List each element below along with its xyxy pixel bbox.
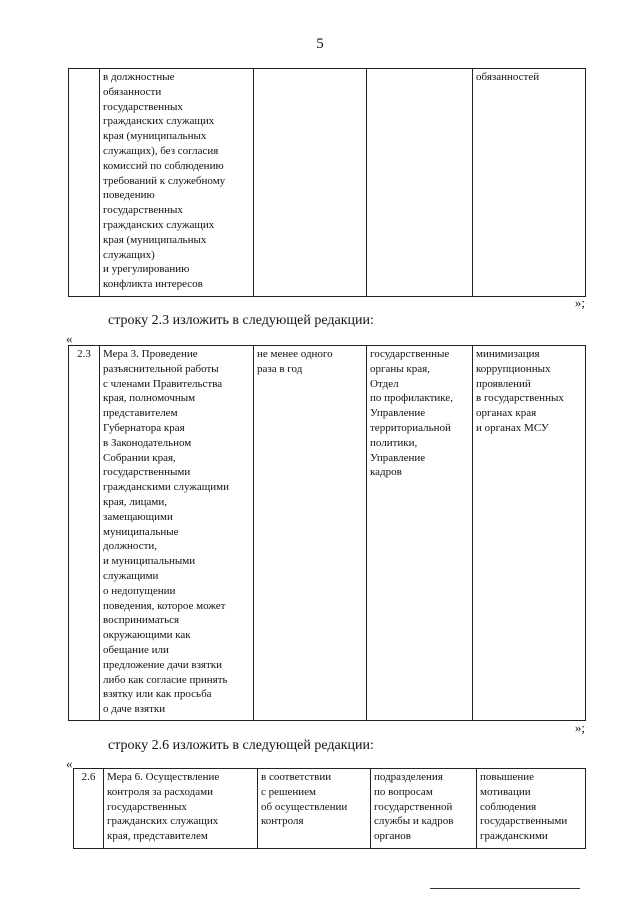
text-line: обязанности [103, 85, 162, 98]
text-line: обещание или [103, 643, 169, 656]
cell-measure [104, 769, 258, 849]
text-line: не менее одного [257, 348, 333, 360]
cell-term [254, 346, 367, 721]
text-line: конфликта интересов [103, 278, 203, 291]
text-line: либо как согласие принять [103, 673, 228, 686]
text-line: и урегулированию [103, 263, 190, 276]
text-line: раза в год [257, 362, 303, 375]
table-row-2-3 [68, 345, 586, 721]
text-line: в государственных [476, 392, 564, 405]
text-line: по вопросам [374, 785, 433, 798]
text-line: с решением [261, 785, 316, 798]
text-line: Собрании края, [103, 451, 176, 464]
footer-rule [430, 888, 580, 889]
text-line: Мера 6. Осуществление [107, 771, 220, 783]
text-line: коррупционных [476, 362, 551, 375]
cell-executor [367, 69, 473, 297]
text-line: восприниматься [103, 614, 180, 627]
text-line: гражданских служащих [103, 218, 215, 231]
cell-text [370, 347, 469, 480]
text-line: Управление [370, 451, 426, 464]
text-line: поведению [103, 189, 155, 202]
text-line: Управление [370, 407, 426, 420]
text-line: государственными [480, 815, 568, 828]
cell-result [473, 69, 586, 297]
text-line: в должностные [103, 71, 175, 83]
cell-text [257, 347, 363, 377]
cell-text [103, 70, 250, 292]
instruction-row-2-6: строку 2.6 изложить в следующей редакции: [108, 738, 374, 753]
text-line: с членами Правительства [103, 377, 223, 390]
cell-measure [100, 69, 254, 297]
cell-text [476, 347, 582, 436]
text-line: минимизация [476, 348, 540, 360]
table-row [74, 769, 586, 849]
text-line: государственных [103, 100, 183, 113]
text-line: проявлений [476, 377, 531, 390]
text-line: замещающими [103, 510, 173, 523]
table-continuation [68, 68, 586, 297]
text-line: гражданскими [480, 830, 548, 843]
text-line: государственных [107, 800, 187, 813]
text-line: разъяснительной работы [103, 362, 219, 375]
text-line: края, полномочным [103, 392, 196, 405]
text-line: государственные [370, 348, 450, 360]
table-row-2-6 [73, 768, 586, 849]
text-line: по профилактике, [370, 392, 454, 405]
cell-result [473, 346, 586, 721]
cell-num [69, 69, 100, 297]
text-line: в соответствии [261, 771, 332, 783]
instruction-row-2-3: строку 2.3 изложить в следующей редакции: [108, 313, 374, 328]
text-line: государственных [103, 204, 183, 217]
text-line: подразделения [374, 771, 443, 783]
cell-executor [371, 769, 477, 849]
text-line: края (муниципальных [103, 233, 207, 246]
text-line: территориальной [370, 421, 451, 434]
text-line: органов [374, 830, 411, 843]
cell-measure [100, 346, 254, 721]
text-line: служащих), без согласия [103, 144, 219, 157]
text-line: контроля за расходами [107, 785, 213, 798]
text-line: представителем [103, 407, 178, 420]
text-line: политики, [370, 436, 418, 449]
text-line: гражданских служащих [107, 815, 219, 828]
text-line: требований к служебному [103, 174, 226, 187]
text-line: службы и кадров [374, 815, 454, 828]
text-line: и муниципальными [103, 555, 196, 568]
cell-result [477, 769, 586, 849]
text-line: края, лицами, [103, 495, 168, 508]
text-line: органах края [476, 407, 537, 420]
text-line: обязанностей [476, 71, 540, 83]
cell-num: 2.6 [74, 769, 104, 849]
cell-term [254, 69, 367, 297]
table-row [69, 69, 586, 297]
text-line: органы края, [370, 362, 430, 375]
text-line: кадров [370, 466, 402, 479]
text-line: служащих) [103, 248, 155, 261]
text-line: о даче взятки [103, 703, 166, 716]
text-line: поведения, которое может [103, 599, 226, 612]
text-line: об осуществлении [261, 800, 348, 813]
opening-quote: « [66, 331, 73, 346]
text-line: государственной [374, 800, 453, 813]
cell-executor [367, 346, 473, 721]
opening-quote: « [66, 756, 73, 771]
text-line: мотивации [480, 785, 531, 798]
text-line: Мера 3. Проведение [103, 348, 198, 360]
text-line: и органах МСУ [476, 421, 549, 434]
text-line: окружающими как [103, 629, 191, 642]
text-line: Отдел [370, 377, 399, 390]
text-line: повышение [480, 771, 534, 783]
closing-quote: »; [574, 295, 585, 310]
text-line: соблюдения [480, 800, 537, 813]
text-line: Губернатора края [103, 421, 185, 434]
table-row [69, 346, 586, 721]
text-line: края (муниципальных [103, 130, 207, 143]
cell-text [103, 347, 250, 717]
text-line: гражданскими служащими [103, 481, 229, 494]
page-number: 5 [316, 36, 324, 52]
cell-text [261, 770, 367, 829]
cell-text [107, 770, 254, 844]
text-line: муниципальные [103, 525, 179, 538]
text-line: комиссий по соблюдению [103, 159, 224, 172]
cell-text [480, 770, 582, 844]
text-line: должности, [103, 540, 158, 553]
text-line: предложение дачи взятки [103, 658, 223, 671]
text-line: в Законодательном [103, 436, 192, 449]
text-line: служащими [103, 569, 159, 582]
cell-num: 2.3 [69, 346, 100, 721]
cell-text [476, 70, 582, 85]
text-line: контроля [261, 815, 304, 828]
text-line: края, представителем [107, 830, 208, 843]
text-line: о недопущении [103, 584, 176, 597]
text-line: гражданских служащих [103, 115, 215, 128]
cell-text [374, 770, 473, 844]
text-line: взятку или как просьба [103, 688, 212, 701]
cell-term [258, 769, 371, 849]
text-line: государственными [103, 466, 191, 479]
closing-quote: »; [574, 720, 585, 735]
